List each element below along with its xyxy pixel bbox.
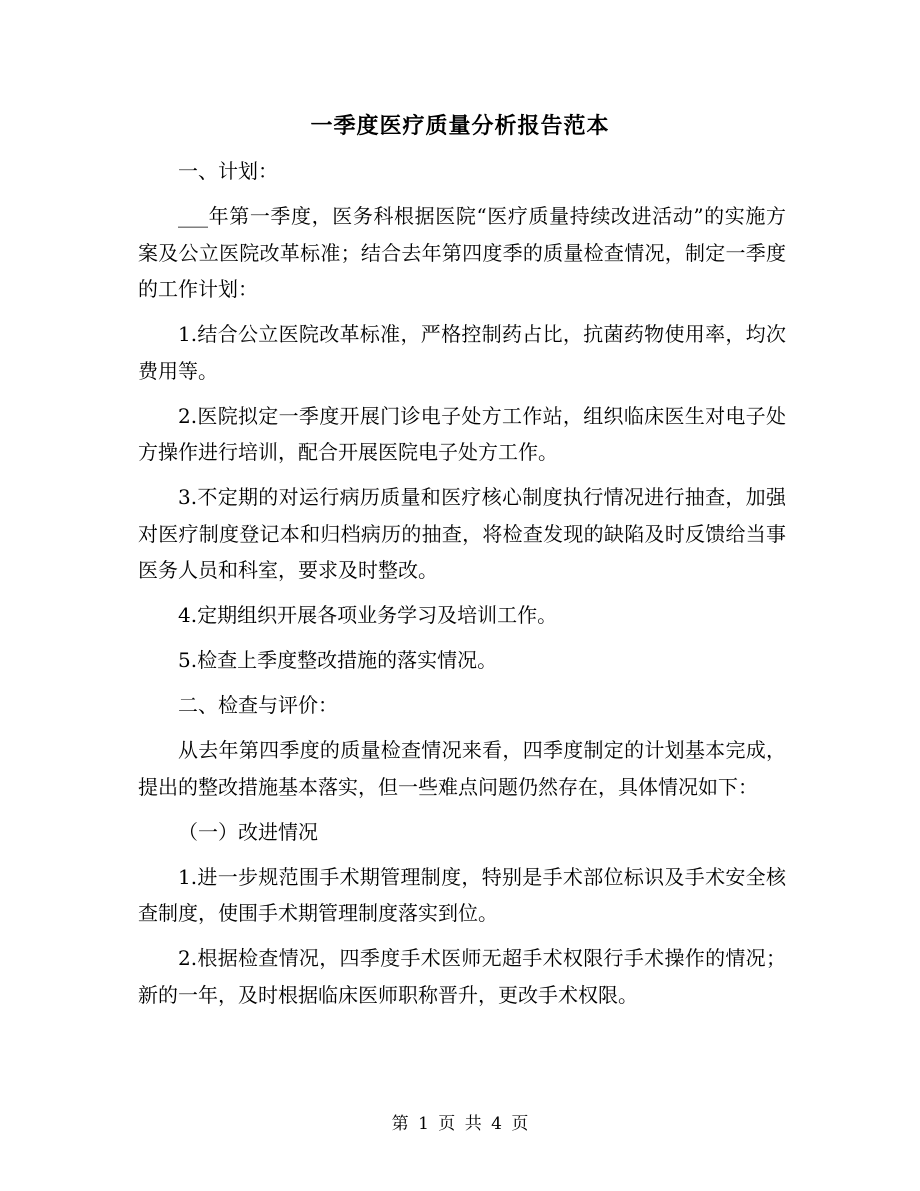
paragraph-2: ___年第一季度，医务科根据医院“医疗质量持续改进活动”的实施方案及公立医院改革标准；结合去年第四度季的质量检查情况，制定一季度的工作计划： bbox=[138, 204, 786, 301]
paragraph-12: 2.根据检查情况，四季度手术医师无超手术权限行手术操作的情况；新的一年，及时根据临床医师职称晋升，更改手术权限。 bbox=[138, 946, 786, 1007]
paragraph-1: 一、计划： bbox=[178, 159, 278, 183]
page-footer: 第 1 页 共 4 页 bbox=[391, 1114, 529, 1134]
paragraph-8: 二、检查与评价： bbox=[178, 693, 338, 717]
paragraph-10: （一）改进情况 bbox=[178, 819, 318, 844]
paragraph-3: 1.结合公立医院改革标准，严格控制药占比，抗菌药物使用率，均次费用等。 bbox=[138, 322, 786, 383]
paragraph-7: 5.检查上季度整改措施的落实情况。 bbox=[178, 648, 498, 672]
paragraph-9: 从去年第四季度的质量检查情况来看，四季度制定的计划基本完成，提出的整改措施基本落实，但一些难点问题仍然存在，具体情况如下： bbox=[138, 738, 786, 799]
paragraph-6: 4.定期组织开展各项业务学习及培训工作。 bbox=[178, 603, 558, 627]
document-body bbox=[138, 153, 786, 1022]
paragraph-4: 2.医院拟定一季度开展门诊电子处方工作站，组织临床医生对电子处方操作进行培训，配合开展医院电子处方工作。 bbox=[138, 403, 786, 464]
paragraph-11: 1.进一步规范围手术期管理制度，特别是手术部位标识及手术安全核查制度，使围手术期管理制度落实到位。 bbox=[138, 864, 786, 925]
document-title: 一季度医疗质量分析报告范本 bbox=[310, 113, 610, 139]
paragraph-5: 3.不定期的对运行病历质量和医疗核心制度执行情况进行抽查，加强对医疗制度登记本和归档病历的抽查，将检查发现的缺陷及时反馈给当事医务人员和科室，要求及时整改。 bbox=[138, 485, 786, 582]
